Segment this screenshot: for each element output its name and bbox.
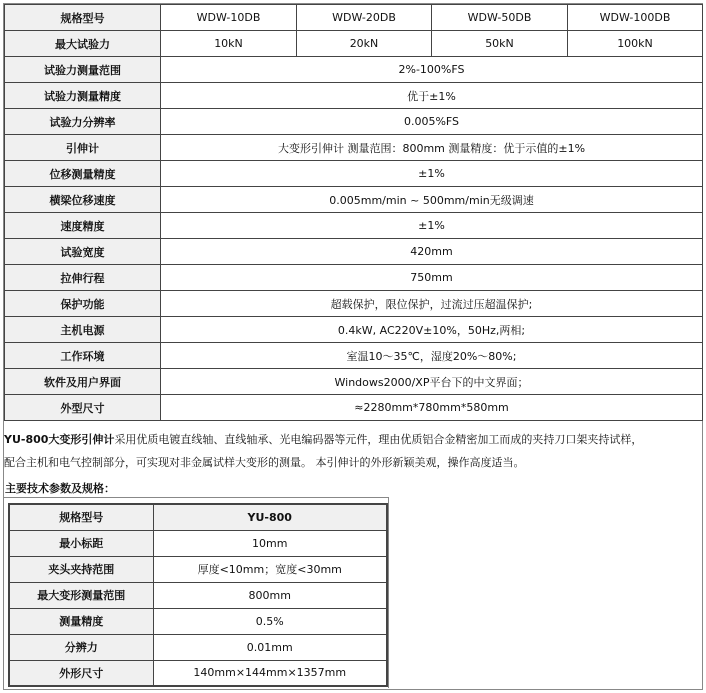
table-row (9, 634, 387, 660)
row-value: ±1% (161, 161, 703, 187)
row-label: 试验力测量范围 (5, 57, 161, 83)
row-value: 超载保护，限位保护，过流过压超温保护; (161, 291, 703, 317)
table-row (5, 57, 703, 83)
model-name: WDW-100DB (568, 5, 703, 31)
table-row (5, 31, 703, 57)
description-line-1 (4, 428, 701, 451)
model-name: WDW-10DB (161, 5, 297, 31)
row-label: 软件及用户界面 (5, 369, 161, 395)
table-row (5, 291, 703, 317)
row-value: 厚度<10mm；宽度<30mm (153, 556, 387, 582)
table-row (5, 135, 703, 161)
description-line-2: 配合主机和电气控制部分，可实现对非金属试样大变形的测量。 本引伸计的外形新颖美观，操作高度适当。 (4, 456, 525, 469)
model-name: WDW-20DB (297, 5, 432, 31)
row-label: 夹头夹持范围 (9, 556, 153, 582)
row-value: 0.005%FS (161, 109, 703, 135)
row-value: 室温10～35℃，湿度20%～80%; (161, 343, 703, 369)
table-row (5, 109, 703, 135)
row-label: 最大变形测量范围 (9, 582, 153, 608)
model-name: WDW-50DB (432, 5, 568, 31)
table-row (5, 395, 703, 421)
max-force-label: 最大试验力 (5, 31, 161, 57)
row-label: 速度精度 (5, 213, 161, 239)
table-row (9, 504, 387, 530)
row-label: 试验宽度 (5, 239, 161, 265)
row-value: 420mm (161, 239, 703, 265)
table-row (5, 213, 703, 239)
row-value: 0.005mm/min ~ 500mm/min无级调速 (161, 187, 703, 213)
max-force-value: 100kN (568, 31, 703, 57)
row-label: 测量精度 (9, 608, 153, 634)
row-label: 试验力分辨率 (5, 109, 161, 135)
max-force-value: 10kN (161, 31, 297, 57)
row-value: 优于±1% (161, 83, 703, 109)
row-value: 10mm (153, 530, 387, 556)
model-header-label: 规格型号 (5, 5, 161, 31)
table-row (5, 317, 703, 343)
row-value: ±1% (161, 213, 703, 239)
row-label: 试验力测量精度 (5, 83, 161, 109)
table-row (5, 187, 703, 213)
row-value: 140mm×144mm×1357mm (153, 660, 387, 686)
table-row (9, 530, 387, 556)
description-line-1-text: 采用优质电镀直线轴、直线轴承、光电编码器等元件，理由优质铝合金精密加工而成的夹持刀口架夹持试样， (114, 433, 643, 446)
row-label: 分辨力 (9, 634, 153, 660)
row-value: 0.5% (153, 608, 387, 634)
max-force-value: 50kN (432, 31, 568, 57)
row-label: 横梁位移速度 (5, 187, 161, 213)
table-row (9, 660, 387, 686)
sub-heading: 主要技术参数及规格： (5, 482, 115, 495)
table-row (5, 343, 703, 369)
description-lead: YU-800大变形引伸计 (4, 433, 115, 446)
table-row (9, 556, 387, 582)
table-row (5, 83, 703, 109)
row-label: 工作环境 (5, 343, 161, 369)
row-label: 最小标距 (9, 530, 153, 556)
extensometer-description (4, 428, 701, 474)
model-name: YU-800 (153, 504, 387, 530)
table-row (5, 369, 703, 395)
table-row (5, 161, 703, 187)
row-label: 外型尺寸 (5, 395, 161, 421)
row-value: Windows2000/XP平台下的中文界面； (161, 369, 703, 395)
row-value: 0.4kW, AC220V±10%，50Hz,两相; (161, 317, 703, 343)
row-label: 主机电源 (5, 317, 161, 343)
row-label: 拉伸行程 (5, 265, 161, 291)
row-value: ≈2280mm*780mm*580mm (161, 395, 703, 421)
spec-table (4, 4, 703, 421)
table-row (5, 5, 703, 31)
row-value: 0.01mm (153, 634, 387, 660)
table-row (5, 239, 703, 265)
row-value: 2%-100%FS (161, 57, 703, 83)
row-label: 保护功能 (5, 291, 161, 317)
row-value: 750mm (161, 265, 703, 291)
table-row (9, 582, 387, 608)
extensometer-spec-table (8, 503, 388, 687)
row-value: 大变形引伸计 测量范围：800mm 测量精度：优于示值的±1% (161, 135, 703, 161)
row-value: 800mm (153, 582, 387, 608)
row-label: 引伸计 (5, 135, 161, 161)
row-label: 外形尺寸 (9, 660, 153, 686)
table-row (9, 608, 387, 634)
model-header-label: 规格型号 (9, 504, 153, 530)
max-force-value: 20kN (297, 31, 432, 57)
row-label: 位移测量精度 (5, 161, 161, 187)
table-row (5, 265, 703, 291)
